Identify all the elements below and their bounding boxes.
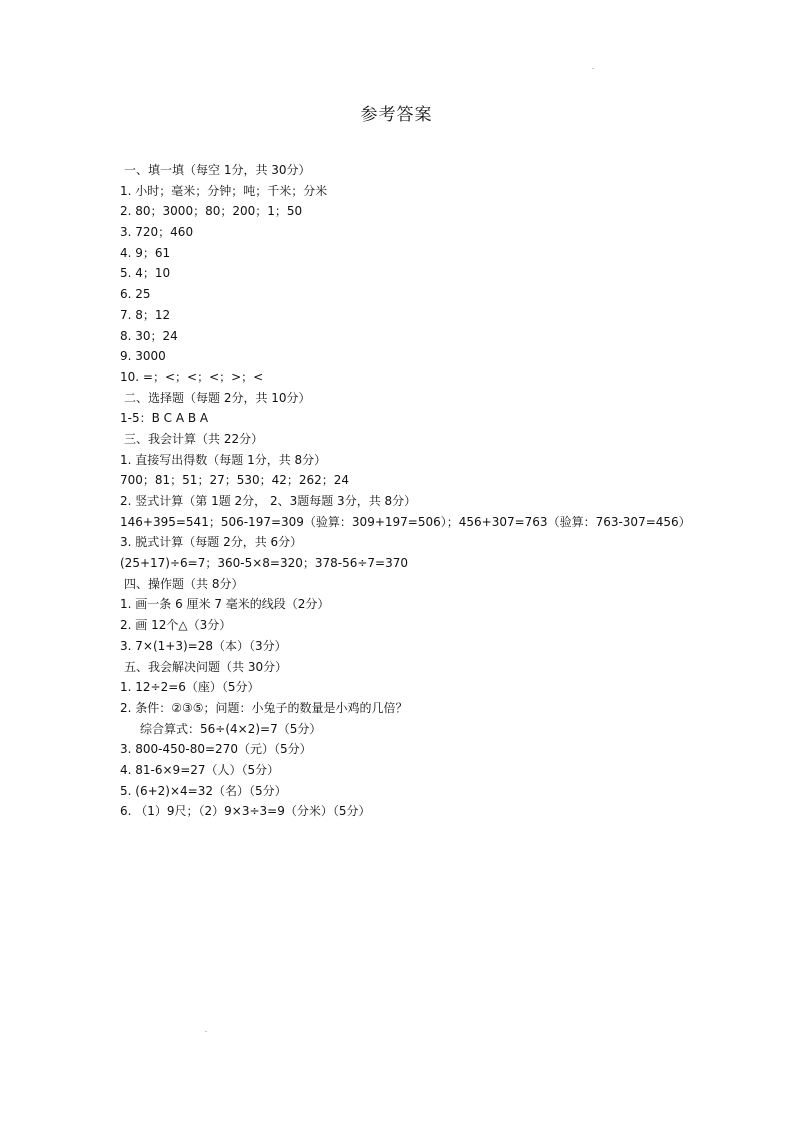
answer-line: 3. 800-450-80=270（元）（5分） [120, 742, 312, 757]
answer-list [120, 160, 780, 822]
answer-line: 1. 12÷2=6（座）（5分） [120, 680, 260, 695]
answer-line: 8. 30；24 [120, 328, 178, 343]
answer-line: 1. 画一条 6 厘米 7 毫米的线段（2分） [120, 597, 330, 612]
section-heading: 五、我会解决问题（共 30分） [124, 659, 288, 674]
answer-line: 2. 80；3000；80；200；1；50 [120, 204, 303, 219]
section-heading: 三、我会计算（共 22分） [124, 431, 264, 446]
answer-line: 5. (6+2)×4=32（名）（5分） [120, 783, 287, 798]
answer-line: 3. 720；460 [120, 225, 194, 240]
answer-line: 5. 4；10 [120, 266, 171, 281]
answer-line: 10. =；<；<；<；>；< [120, 369, 264, 384]
answer-line: 1. 直接写出得数（每题 1分，共 8分） [120, 452, 327, 467]
answer-line: 综合算式：56÷(4×2)=7（5分） [140, 721, 322, 736]
answer-line: 3. 脱式计算（每题 2分，共 6分） [120, 535, 303, 550]
section-heading: 二、选择题（每题 2分，共 10分） [124, 390, 311, 405]
answer-line: 700；81；51；27；530；42；262；24 [120, 473, 350, 488]
answer-line: 146+395=541；506-197=309（验算：309+197=506）；456+307=763（验算：763-307=456） [120, 514, 691, 529]
section-heading: 一、填一填（每空 1分，共 30分） [124, 163, 311, 177]
answer-line: 6. （1）9尺；（2）9×3÷3=9（分米）（5分） [120, 804, 371, 819]
answer-line: 4. 9；61 [120, 245, 171, 260]
page-title: 参考答案 [360, 105, 433, 125]
answer-line: 3. 7×(1+3)=28（本）（3分） [120, 638, 287, 653]
answer-line: (25+17)÷6=7；360-5×8=320；378-56÷7=370 [120, 556, 409, 571]
answer-line: 2. 条件：②③⑤；问题：小兔子的数量是小鸡的几倍？ [120, 700, 408, 715]
scan-speck [205, 1031, 207, 1032]
answer-line: 4. 81-6×9=27（人）（5分） [120, 762, 280, 777]
answer-line: 7. 8；12 [120, 307, 171, 322]
scan-speck [592, 68, 594, 69]
answer-line: 1-5：B C A B A [120, 411, 209, 426]
section-heading: 四、操作题（共 8分） [124, 576, 244, 591]
answer-line: 2. 画 12个△（3分） [120, 618, 232, 633]
answer-line: 1. 小时；毫米；分钟；吨；千米；分米 [120, 183, 328, 198]
answer-line: 6. 25 [120, 287, 151, 302]
answer-line: 9. 3000 [120, 349, 166, 364]
answer-line: 2. 竖式计算（第 1题 2分， 2、3题每题 3分，共 8分） [120, 494, 417, 508]
